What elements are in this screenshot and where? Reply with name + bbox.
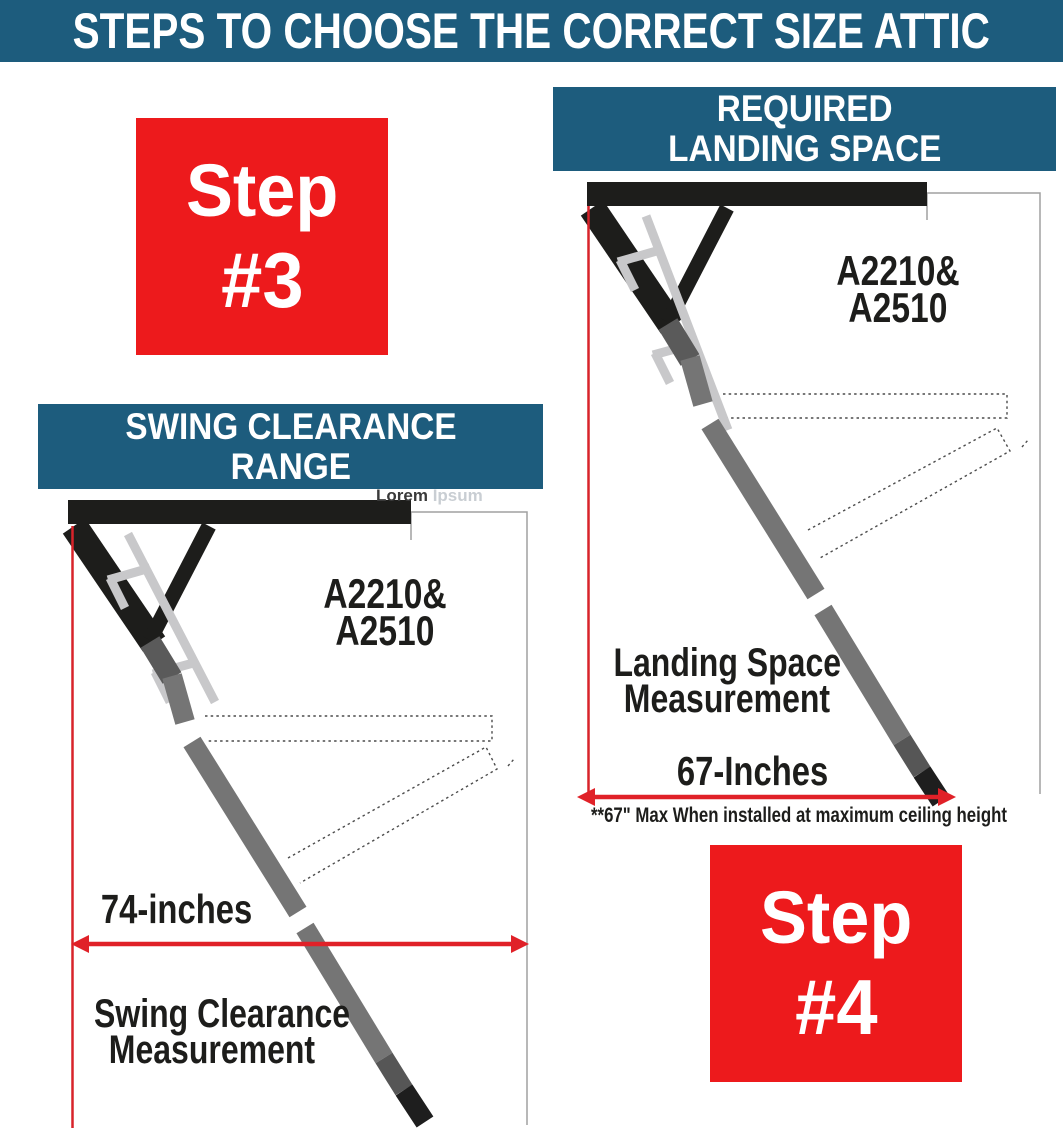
step4-word: Step <box>759 875 913 959</box>
swing-banner-line1: SWING CLEARANCE <box>124 405 457 447</box>
ladder-leg <box>668 324 941 801</box>
attic-door-panel <box>592 208 727 326</box>
swing-measure-label <box>62 992 362 1072</box>
swing-label-line1: Swing Clearance <box>94 992 351 1036</box>
model-numbers-landing <box>798 247 998 331</box>
ceiling-bar <box>68 500 411 524</box>
watermark <box>376 486 483 506</box>
landing-space-banner <box>553 87 1056 171</box>
watermark-word2: Ipsum <box>432 486 483 505</box>
model-line1: A2210& <box>323 570 447 617</box>
step3-word: Step <box>185 148 339 232</box>
model-line1: A2210& <box>836 247 960 294</box>
landing-label-line1: Landing Space <box>613 641 841 685</box>
page-title: STEPS TO CHOOSE THE CORRECT SIZE ATTIC <box>72 3 991 59</box>
landing-banner-line2: LANDING SPACE <box>667 128 942 169</box>
landing-footnote: **67" Max When installed at maximum ceiling height <box>591 804 1007 827</box>
watermark-word1: Lorem <box>376 486 428 505</box>
ladder-foot <box>404 1090 425 1122</box>
step4-number: #4 <box>794 962 878 1051</box>
ceiling-bar <box>587 182 927 206</box>
model-numbers-swing <box>285 570 485 654</box>
model-line2: A2510 <box>335 607 435 654</box>
swing-label-line2: Measurement <box>108 1028 316 1072</box>
landing-dimension: 67-Inches <box>677 748 829 794</box>
model-line2: A2510 <box>848 284 948 331</box>
header-bar <box>0 0 1063 62</box>
swing-dimension: 74-inches <box>101 886 253 932</box>
step3-badge <box>136 118 388 355</box>
ladder-position-dashed-outlines <box>205 716 514 883</box>
attic-door-panel <box>74 526 209 644</box>
landing-label-line2: Measurement <box>623 677 831 721</box>
swing-banner-line2: RANGE <box>230 445 351 487</box>
step3-number: #3 <box>220 235 304 324</box>
landing-banner-line1: REQUIRED <box>716 88 893 130</box>
landing-measure-label <box>577 641 877 721</box>
swing-clearance-banner <box>38 404 543 489</box>
step4-badge <box>710 845 962 1082</box>
